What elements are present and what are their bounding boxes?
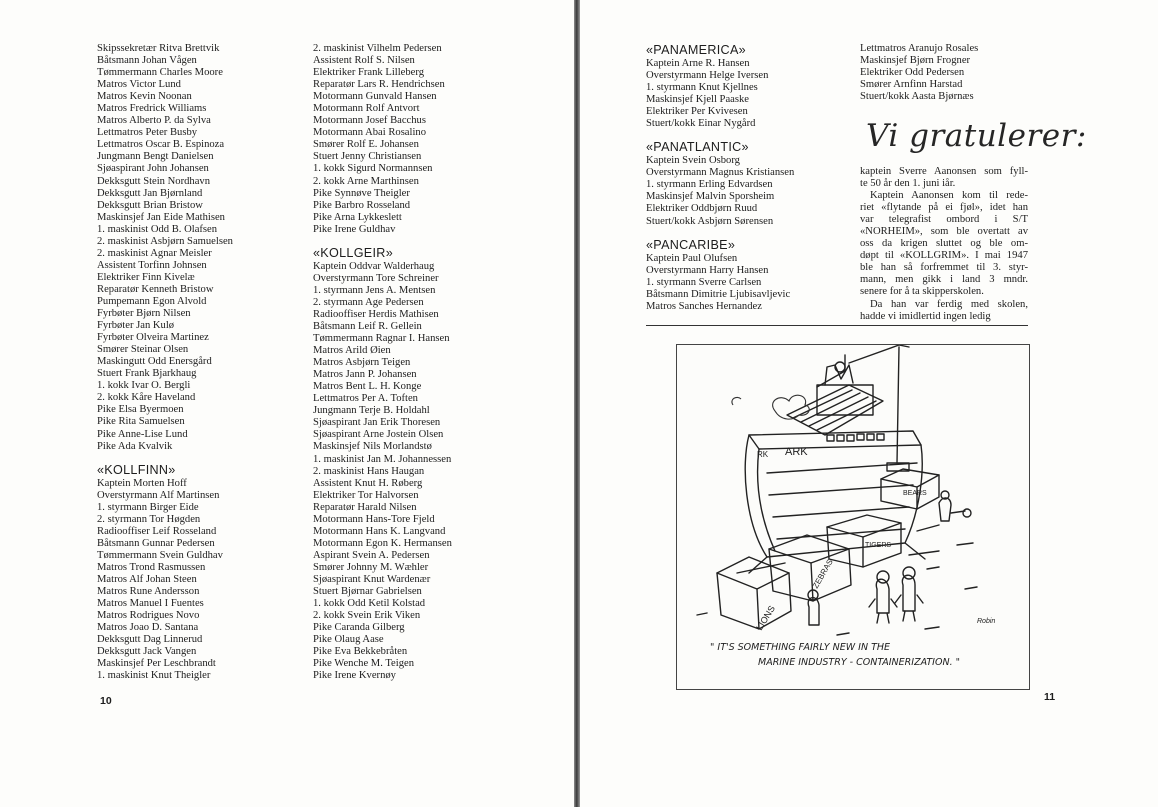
crew-line: Stuert/kokk Aasta Bjørnæs <box>860 91 974 103</box>
crew-line: Pike Barbro Rosseland <box>313 199 411 211</box>
crew-line: Assistent Knut H. Røberg <box>313 477 423 489</box>
crew-line: Matros Trond Rasmussen <box>97 561 206 573</box>
crew-line: 1. kokk Ivar O. Bergli <box>97 380 191 392</box>
crew-line: 1. kokk Odd Ketil Kolstad <box>313 598 426 610</box>
crew-line: Pike Irene Kvernøy <box>313 670 396 682</box>
crew-line: Stuert/kokk Asbjørn Sørensen <box>646 215 774 227</box>
crew-line: Båtsmann Johan Vågen <box>97 55 197 67</box>
crew-line: Båtsmann Dimitrie Ljubisavljevic <box>646 288 791 300</box>
crew-line: Maskingutt Odd Enersgård <box>97 356 212 368</box>
crate-label-bears: BEARS <box>903 490 927 497</box>
crew-line: Pike Elsa Byermoen <box>97 404 184 416</box>
congratulations-heading: Vi gratulerer: <box>866 118 1087 154</box>
cartoon-caption <box>710 640 1010 670</box>
crew-line: Matros Victor Lund <box>97 79 181 91</box>
crew-line: Motormann Hans-Tore Fjeld <box>313 513 435 525</box>
crew-line: 1. styrmann Knut Kjellnes <box>646 82 758 94</box>
crew-line: Dekksgutt Brian Bristow <box>97 199 203 211</box>
crew-line: Pike Rita Samuelsen <box>97 416 185 428</box>
page-number-right: 11 <box>1044 691 1056 703</box>
crew-line: Smører Arnfinn Harstad <box>860 79 963 91</box>
crew-list <box>313 43 452 236</box>
crew-line: Dekksgutt Dag Linnerud <box>97 634 203 646</box>
crew-line: Maskinsjef Jan Eide Mathisen <box>97 211 225 223</box>
cartoon-drawing <box>677 345 1029 689</box>
crew-line: 2. styrmann Age Pedersen <box>313 296 424 308</box>
caption-line-1: " IT'S SOMETHING FAIRLY NEW IN THE <box>710 642 891 653</box>
crew-line: Elektriker Finn Kivelæ <box>97 271 195 283</box>
crew-line: 2. maskinist Hans Haugan <box>313 465 425 477</box>
crew-line: Elektriker Frank Lilleberg <box>313 67 425 79</box>
ship-title-panamerica: «PANAMERICA» <box>646 43 746 57</box>
crew-line: Elektriker Odd Pedersen <box>860 67 965 79</box>
crew-line: Kaptein Oddvar Walderhaug <box>313 260 435 272</box>
crew-line: Aspirant Svein A. Pedersen <box>313 549 430 561</box>
crew-line: Båtsmann Gunnar Pedersen <box>97 537 215 549</box>
crew-line: Assistent Rolf S. Nilsen <box>313 55 415 67</box>
crew-line: 1. styrmann Erling Edvardsen <box>646 179 773 191</box>
crew-line: 1. styrmann Jens A. Mentsen <box>313 284 436 296</box>
bow-label: RK <box>757 450 769 459</box>
paragraph-line: senere for å ta skipperskolen. <box>860 286 984 298</box>
crew-line: Tømmermann Svein Guldhav <box>97 549 223 561</box>
paragraph-line: mann, men gikk i land 3 mndr. <box>860 274 1028 286</box>
crew-line: Motormann Gunvald Hansen <box>313 91 437 103</box>
crew-line: Matros Rodrigues Novo <box>97 610 200 622</box>
crew-line: Tømmermann Ragnar I. Hansen <box>313 333 450 345</box>
crew-line: Matros Jann P. Johansen <box>313 369 417 381</box>
right-column-2 <box>860 43 978 103</box>
crew-line: 1. styrmann Sverre Carlsen <box>646 276 762 288</box>
crew-list-pancaribe <box>646 253 794 313</box>
left-page <box>0 0 574 807</box>
crew-line: Maskinsjef Per Leschbrandt <box>97 658 216 670</box>
crew-line: Kaptein Morten Hoff <box>97 477 187 489</box>
crew-line: Dekksgutt Jan Bjørnland <box>97 187 203 199</box>
paragraph-line: oss da krigen sluttet og ble om- <box>860 238 1028 250</box>
crew-line: Overstyrmann Tore Schreiner <box>313 272 439 284</box>
crew-line: Fyrbøter Bjørn Nilsen <box>97 308 191 320</box>
crew-line: Reparatør Kenneth Bristow <box>97 283 214 295</box>
crew-line: Smører Johnny M. Wæhler <box>313 561 429 573</box>
crew-line: Assistent Torfinn Johnsen <box>97 259 207 271</box>
crew-line: Motormann Rolf Antvort <box>313 103 420 115</box>
paragraph-line: Da han var ferdig med skolen, <box>870 298 1028 310</box>
crew-line: Overstyrmann Harry Hansen <box>646 264 769 276</box>
caption-line-2: MARINE INDUSTRY - CONTAINERIZATION. " <box>758 657 960 668</box>
crew-line: 2. kokk Kåre Haveland <box>97 392 196 404</box>
artist-signature: Robin <box>977 618 996 625</box>
left-column-2 <box>313 43 452 682</box>
paragraph-line: riet «flytande på ei fjøl», idet han <box>860 202 1028 214</box>
crew-line: Matros Joao D. Santana <box>97 622 199 634</box>
paragraph-line: døpt til «KOLLGRIM». I mai 1947 <box>860 250 1028 262</box>
ark-hull <box>745 435 922 557</box>
crew-line: Pumpemann Egon Alvold <box>97 295 207 307</box>
crew-line: Overstyrmann Helge Iversen <box>646 70 769 82</box>
crew-line: 2. kokk Svein Erik Viken <box>313 610 421 622</box>
ship-title-kollfinn: «KOLLFINN» <box>97 462 176 477</box>
paragraph-line: te 50 år den 1. juni iår. <box>860 178 956 190</box>
crew-line: Kaptein Arne R. Hansen <box>646 58 750 69</box>
crew-line: Pike Eva Bekkebråten <box>313 646 408 658</box>
crew-line: Matros Asbjørn Teigen <box>313 357 411 369</box>
crew-line: Maskinsjef Kjell Paaske <box>646 94 749 106</box>
crate-label-tigers: TIGERS <box>865 542 892 549</box>
crew-line: Radiooffiser Herdis Mathisen <box>313 308 439 320</box>
crew-line: Pike Ada Kvalvik <box>97 440 173 452</box>
crew-line: 1. maskinist Jan M. Johannessen <box>313 453 452 465</box>
crew-line: Motormann Abai Rosalino <box>313 127 426 139</box>
crew-line: 1. kokk Sigurd Normannsen <box>313 163 433 175</box>
crew-list-kollgeir <box>313 261 452 683</box>
section-divider <box>646 325 1028 326</box>
ship-title-kollgeir: «KOLLGEIR» <box>313 245 394 260</box>
crew-line: Stuert/kokk Einar Nygård <box>646 118 756 130</box>
crew-line: Lettmatros Oscar B. Espinoza <box>97 139 225 151</box>
crew-list <box>860 43 978 103</box>
crew-line: 2. maskinist Agnar Meisler <box>97 247 212 259</box>
crew-line: Motormann Hans K. Langvand <box>313 525 446 537</box>
crew-line: 2. maskinist Vilhelm Pedersen <box>313 43 442 54</box>
crew-line: Matros Rune Andersson <box>97 586 200 598</box>
crew-line: Matros Fredrick Williams <box>97 103 207 115</box>
crew-line: 2. maskinist Asbjørn Samuelsen <box>97 235 233 247</box>
crew-list-panamerica <box>646 58 794 130</box>
paragraph-line: kaptein Sverre Aanonsen som fyll- <box>860 166 1028 177</box>
crew-line: Matros Arild Øien <box>313 345 391 357</box>
hull-label: ARK <box>785 446 808 458</box>
paragraph-line: var telegrafist ombord i S/T <box>860 214 1028 226</box>
ship-title-panatlantic: «PANATLANTIC» <box>646 140 749 155</box>
crew-line: Elektriker Oddbjørn Ruud <box>646 203 758 215</box>
crate-label-lions: LIONS <box>754 603 778 633</box>
crew-line: Pike Caranda Gilberg <box>313 622 405 634</box>
crew-line: Motormann Egon K. Hermansen <box>313 537 452 549</box>
crew-line: Reparatør Harald Nilsen <box>313 501 417 513</box>
crew-line: 2. styrmann Tor Høgden <box>97 513 201 525</box>
crew-line: Tømmermann Charles Moore <box>97 67 223 79</box>
crew-line: 2. kokk Arne Marthinsen <box>313 175 419 187</box>
crew-line: Maskinsjef Malvin Sporsheim <box>646 191 775 203</box>
crew-line: Matros Sanches Hernandez <box>646 300 762 312</box>
crew-line: 1. maskinist Odd B. Olafsen <box>97 223 218 235</box>
crew-line: Fyrbøter Olveira Martinez <box>97 332 209 344</box>
ship-title-pancaribe: «PANCARIBE» <box>646 237 736 252</box>
crate-label-zebras: ZEBRAS <box>810 557 835 590</box>
crew-line: Elektriker Tor Halvorsen <box>313 489 419 501</box>
cartoon-illustration <box>676 344 1030 690</box>
crew-line: Skipssekretær Ritva Brettvik <box>97 43 220 54</box>
crew-line: Reparatør Lars R. Hendrichsen <box>313 79 445 91</box>
crew-line: Overstyrmann Magnus Kristiansen <box>646 167 795 179</box>
paragraph-line: «NORHEIM», som ble overtatt av <box>860 226 1028 238</box>
crew-line: Pike Irene Guldhav <box>313 223 396 235</box>
crew-line: Elektriker Per Kvivesen <box>646 106 748 118</box>
crew-line: Dekksgutt Stein Nordhavn <box>97 175 210 187</box>
crew-line: Maskinsjef Nils Morlandstø <box>313 441 432 453</box>
crew-line: Lettmatros Aranujo Rosales <box>860 43 979 54</box>
crew-line: Matros Kevin Noonan <box>97 91 192 103</box>
crew-line: Maskinsjef Bjørn Frogner <box>860 55 971 67</box>
crew-line: Pike Wenche M. Teigen <box>313 658 414 670</box>
crew-line: Båtsmann Leif R. Gellein <box>313 320 422 332</box>
crew-list-panatlantic <box>646 155 794 227</box>
paragraph-line: hadde vi imidlertid ingen ledig <box>860 310 991 322</box>
crew-line: Matros Alberto P. da Sylva <box>97 115 211 127</box>
page-number-left: 10 <box>100 695 112 707</box>
crew-line: Matros Bent L. H. Konge <box>313 381 422 393</box>
crew-line: Jungmann Bengt Danielsen <box>97 151 214 163</box>
crew-line: 1. styrmann Birger Eide <box>97 501 199 513</box>
crew-line: Dekksgutt Jack Vangen <box>97 646 197 658</box>
crew-line: Pike Olaug Aase <box>313 634 384 646</box>
crew-line: Stuert Jenny Christiansen <box>313 151 422 163</box>
crew-list-kollfinn <box>97 478 233 683</box>
crew-line: Matros Alf Johan Steen <box>97 573 197 585</box>
crew-line: 1. maskinist Knut Theigler <box>97 670 211 682</box>
crew-line: Pike Arna Lykkeslett <box>313 211 402 223</box>
crew-line: Radiooffiser Leif Rosseland <box>97 525 217 537</box>
crane-mast <box>817 355 845 387</box>
congratulations-paragraph <box>860 166 1028 323</box>
paragraph-line: ble han så forfremmet til 3. styr- <box>860 262 1028 274</box>
crew-line: Sjøaspirant Arne Jostein Olsen <box>313 429 444 441</box>
crew-line: Sjøaspirant Jan Erik Thoresen <box>313 417 441 429</box>
crew-line: Smører Steinar Olsen <box>97 344 189 356</box>
crew-line: Lettmatros Peter Busby <box>97 127 198 139</box>
crew-line: Motormann Josef Bacchus <box>313 115 426 127</box>
paragraph-line: Kaptein Aanonsen kom til rede- <box>870 190 1028 202</box>
crew-line: Stuert Frank Bjarkhaug <box>97 368 197 380</box>
crew-line: Stuert Bjørnar Gabrielsen <box>313 586 422 598</box>
crew-line: Kaptein Svein Osborg <box>646 155 740 167</box>
crew-line: Pike Synnøve Theigler <box>313 187 410 199</box>
crew-line: Fyrbøter Jan Kulø <box>97 320 175 332</box>
crew-line: Sjøaspirant Knut Wardenær <box>313 573 431 585</box>
crew-line: Kaptein Paul Olufsen <box>646 252 738 264</box>
crew-line: Jungmann Terje B. Holdahl <box>313 405 430 417</box>
crew-line: Lettmatros Per A. Toften <box>313 393 418 405</box>
crew-line: Matros Manuel I Fuentes <box>97 598 204 610</box>
crew-list <box>97 43 233 453</box>
right-column-1 <box>646 43 794 313</box>
left-column-1 <box>97 43 233 682</box>
crew-line: Sjøaspirant John Johansen <box>97 163 209 175</box>
crew-line: Overstyrmann Alf Martinsen <box>97 489 220 501</box>
crew-line: Smører Rolf E. Johansen <box>313 139 419 151</box>
crew-line: Pike Anne-Lise Lund <box>97 428 188 440</box>
